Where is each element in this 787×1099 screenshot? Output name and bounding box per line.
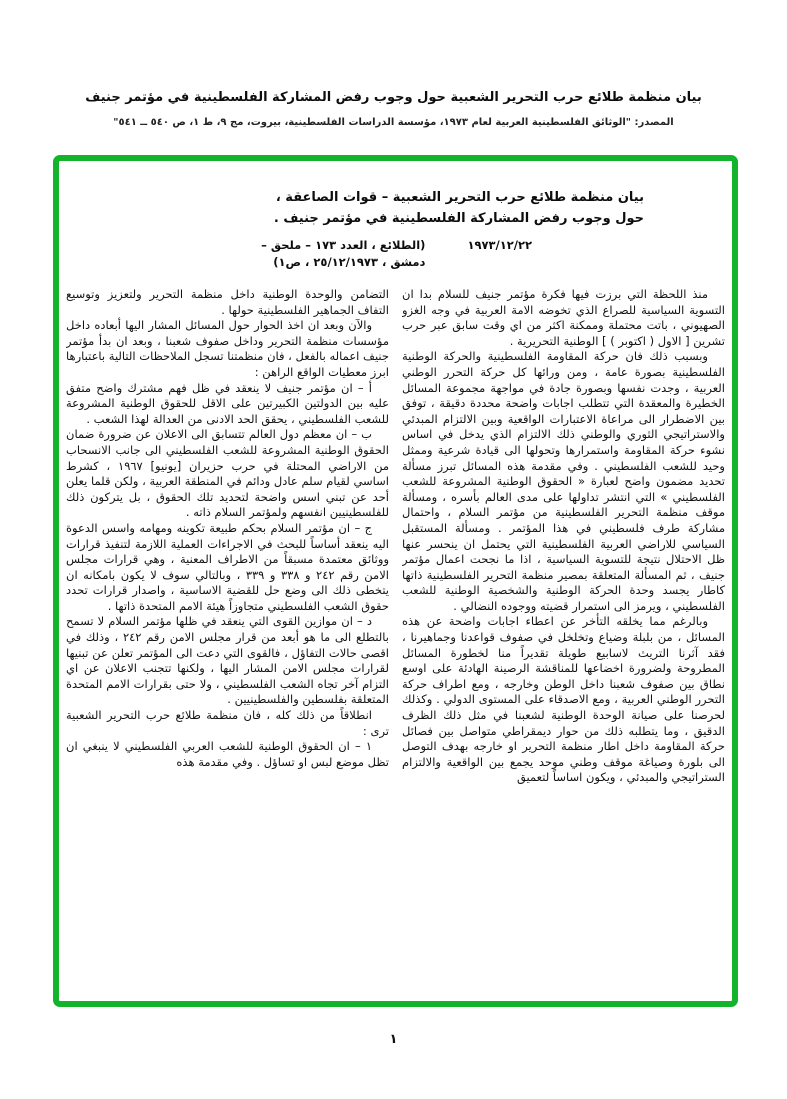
- document-heading: [79, 187, 644, 229]
- paragraph: ب – ان معظم دول العالم تتسابق الى الاعلان عن ضرورة ضمان الحقوق الوطنية المشروعة للشعب الفلسطيني الى جانب الانسحاب من الاراضي المحتلة في حرب حزيران [يونيو] ١٩٦٧ ، كشرط اساسي لقيام سلم عادل ودائم في المنطقة العربية ، ولكن قلما يعلن أحد عن تبني اسس واضحة لتحديد تلك الحقوق ، بل يتركون ذلك للفلسطينيين انفسهم ولمؤتمر السلام ذاته .: [66, 427, 389, 520]
- heading-line-2: حول وجوب رفض المشاركة الفلسطينية في مؤتمر جنيف .: [273, 211, 644, 226]
- paragraph: ١ – ان الحقوق الوطنية للشعب العربي الفلسطيني لا ينبغي ان تظل موضع لبس او تساؤل . وفي مقدمة هذه: [66, 739, 389, 769]
- paragraph: التضامن والوحدة الوطنية داخل منظمة التحرير ولتعزيز وتوسيع التفاف الجماهير الفلسطينية حولها .: [66, 287, 389, 317]
- paragraph: وبسبب ذلك فان حركة المقاومة الفلسطينية والحركة الوطنية الفلسطينية بصورة عامة ، ومن ورائها كل حركة التحرر الوطني العربية ، وجدت نفسها وبصورة جادة في مواجهة مجموعة المسائل الخطيرة والمعقدة التي تتطلب اجابات واضحة محددة دقيقة ، توفق بين الاضطرار الى مراعاة الاعتبارات الواقعية وبين الالتزام المبدئي والاستراتيجي الثوري والوطني ذلك الالتزام الذي يدخل في اساس نشوء حركة المقاومة واستمرارها وتحولها الى قيادة شرعية وممثل وحيد للشعب الفلسطيني . وفي مقدمة هذه المسائل تبرز مسألة تحديد مضمون واضح لعبارة « الحقوق الوطنية المشروعة للشعب الفلسطيني » التي انتشر تداولها على مدى العالم بأسره ، ومسألة موقف منظمة التحرير الفلسطينية من مؤتمر السلام ، واحتمال مشاركة طرف فلسطيني في هذا المؤتمر . ومسألة المستقبل السياسي للاراضي العربية الفلسطينية التي يحتمل ان ينحسر عنها ظل الاحتلال نتيجة للتسوية السياسية ، اذا ما نجحت اعمال مؤتمر جنيف ، ثم المسألة المتعلقة بمصير منظمة التحرير الفلسطينية ذاتها كاطار يجسد وحدة الحركة الوطنية والشخصية الوطنية للشعب الفلسطيني ، ويرمز الى استمرار قضيته ووجوده النضالي .: [402, 349, 725, 613]
- document-body: [66, 287, 725, 953]
- paragraph: انطلاقاً من ذلك كله ، فان منظمة طلائع حرب التحرير الشعبية ترى :: [66, 708, 389, 738]
- document-dateline: [59, 237, 732, 271]
- document-citation: [261, 237, 425, 271]
- column-left: [66, 287, 389, 953]
- page-title: بيان منظمة طلائع حرب التحرير الشعبية حول وجوب رفض المشاركة الفلسطينية في مؤتمر جنيف: [85, 90, 702, 105]
- document-date: ١٩٧٣/١٢/٢٢: [467, 238, 532, 252]
- paragraph: وبالرغم مما يخلقه التأخر عن اعطاء اجابات واضحة عن هذه المسائل ، من بلبلة وضياع وتخلخل في صفوف قواعدنا وجماهيرنا ، فقد آثرنا التريث لاسابيع طويلة تقديراً منا لخطورة المسائل المطروحة ولضرورة اخضاعها للمناقشة الرصينة الهادئة على اوسع نطاق بين صفوف شعبنا داخل الوطن وخارجه ، ومع اطراف حركة التحرر الوطني العربية ، ومع الاصدقاء على المستوى الدولي . وكذلك لحرصنا على صيانة الوحدة الوطنية لشعبنا في مثل ذلك الظرف الدقيق ، وما يتطلبه ذلك من حوار ديمقراطي متواصل بين فصائل حركة المقاومة داخل اطار منظمة التحرير او خارجه بهدف التوصل الى بلورة وصياغة موقف وطني موحد يجمع بين الواقعية والالتزام الستراتيجي والمبدئي ، ويكون اساساً لتعميق: [402, 614, 725, 785]
- paragraph: منذ اللحظة التي برزت فيها فكرة مؤتمر جنيف للسلام بدا ان التسوية السياسية للصراع الذي تخوضه الامة العربية في وجه الغزو الصهيوني ، باتت محتملة وممكنة اكثر من اي وقت سابق عبر حرب تشرين [ الاول ( اكتوبر ) ] الوطنية التحريرية .: [402, 287, 725, 348]
- column-right: [402, 287, 725, 953]
- paragraph: د – ان موازين القوى التي ينعقد في ظلها مؤتمر السلام لا تسمح بالتطلع الى ما هو أبعد من قرار مجلس الامن رقم ٢٤٢ ، وذلك في اقصى حالات التفاؤل ، فالقوى التي دعت الى المؤتمر تعلن عن تبنيها لقرارات مجلس الامن المشار اليها ، ولكنها تتجنب الاعلان عن اي التزام آخر تجاه الشعب الفلسطيني ، ولا حتى بقرارات الامم المتحدة المتعلقة بفلسطين والفلسطينيين .: [66, 614, 389, 707]
- citation-line-1: (الطلائع ، العدد ١٧٣ – ملحق –: [261, 238, 426, 252]
- paragraph: أ – ان مؤتمر جنيف لا ينعقد في ظل فهم مشترك واضح متفق عليه بين الدولتين الكبيرتين على الاقل للحقوق الوطنية المشروعة للشعب الفلسطيني ، يحقق الحد الادنى من العدالة لهذا الشعب .: [66, 380, 389, 426]
- source-line: المصدر: "الوثائق الفلسطينية العربية لعام ١٩٧٣، مؤسسة الدراسات الفلسطينية، بيروت، مج ٩، ط ١، ص ٥٤٠ ــ ٥٤١": [113, 117, 674, 128]
- highlight-frame: [53, 155, 738, 1007]
- citation-line-2: دمشق ، ٢٥/١٢/١٩٧٣ ، ص١): [273, 255, 426, 269]
- paragraph: والآن وبعد ان اخذ الحوار حول المسائل المشار اليها أبعاده داخل مؤسسات منظمة التحرير وداخل صفوف شعبنا ، وبعد ان بدأ مؤتمر جنيف اعماله بالفعل ، فان منظمتنا تسجل الملاحظات التالية باعتبارها ابرز معطيات الواقع الراهن :: [66, 318, 389, 379]
- heading-line-1: بيان منظمة طلائع حرب التحرير الشعبية – قوات الصاعقة ،: [275, 190, 644, 205]
- paragraph: ج – ان مؤتمر السلام بحكم طبيعة تكوينه ومهامه واسس الدعوة اليه ينعقد أساساً للبحث في الاجراءات العملية اللازمة لتنفيذ قرارات ووثائق معتمدة مسبقاً من الاطراف المعنية ، وهي قرارات مجلس الامن رقم ٢٤٢ و ٣٣٨ و ٣٣٩ ، وبالتالي سوف لا يكون بامكانه ان يتخطى ذلك الى وضع حل للقضية الاساسية ، واصدار قرارات تحدد حقوق الشعب الفلسطيني متجاوزاً هيئة الامم المتحدة ذاتها .: [66, 520, 389, 613]
- page-number: ١: [389, 1032, 398, 1047]
